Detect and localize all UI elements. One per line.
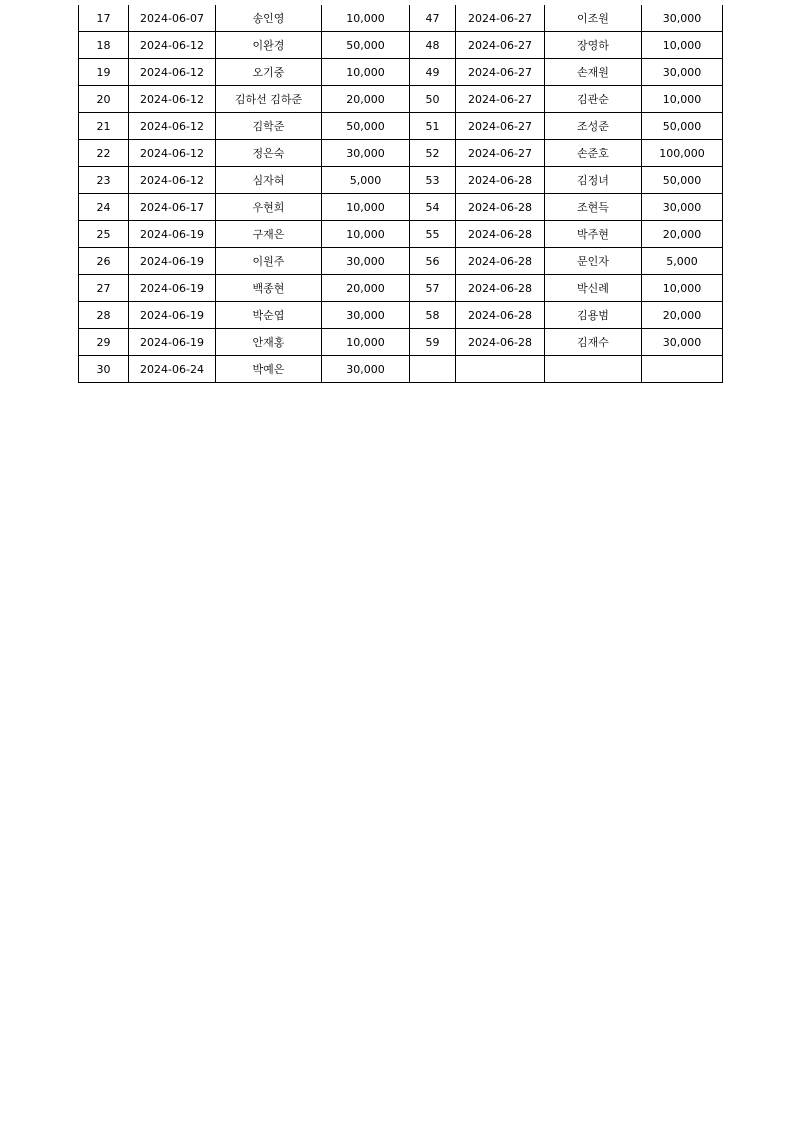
- amount-cell: 10,000: [642, 275, 723, 302]
- date-cell: 2024-06-27: [456, 113, 545, 140]
- date-cell: 2024-06-12: [129, 140, 216, 167]
- table-row: [79, 221, 723, 248]
- donor-name-cell: [545, 356, 642, 383]
- amount-cell: 10,000: [322, 329, 410, 356]
- date-cell: 2024-06-12: [129, 59, 216, 86]
- amount-cell: 30,000: [322, 140, 410, 167]
- amount-cell: 20,000: [322, 86, 410, 113]
- donor-name-cell: 이원주: [216, 248, 322, 275]
- date-cell: 2024-06-07: [129, 5, 216, 32]
- donor-name-cell: 심자혀: [216, 167, 322, 194]
- row-number-cell: 28: [79, 302, 129, 329]
- date-cell: 2024-06-24: [129, 356, 216, 383]
- date-cell: 2024-06-12: [129, 86, 216, 113]
- date-cell: 2024-06-27: [456, 5, 545, 32]
- table-row: [79, 86, 723, 113]
- donor-name-cell: 김하선 김하준: [216, 86, 322, 113]
- amount-cell: 20,000: [642, 302, 723, 329]
- table-row: [79, 5, 723, 32]
- row-number-cell: 20: [79, 86, 129, 113]
- date-cell: 2024-06-12: [129, 32, 216, 59]
- date-cell: 2024-06-12: [129, 113, 216, 140]
- date-cell: 2024-06-28: [456, 275, 545, 302]
- amount-cell: 10,000: [322, 59, 410, 86]
- date-cell: 2024-06-28: [456, 302, 545, 329]
- date-cell: 2024-06-19: [129, 248, 216, 275]
- row-number-cell: 55: [410, 221, 456, 248]
- row-number-cell: 47: [410, 5, 456, 32]
- row-number-cell: 30: [79, 356, 129, 383]
- donor-name-cell: 조성준: [545, 113, 642, 140]
- amount-cell: 30,000: [322, 302, 410, 329]
- row-number-cell: 26: [79, 248, 129, 275]
- table-row: [79, 59, 723, 86]
- row-number-cell: 53: [410, 167, 456, 194]
- donation-table: [78, 5, 723, 383]
- row-number-cell: 57: [410, 275, 456, 302]
- date-cell: 2024-06-28: [456, 167, 545, 194]
- amount-cell: 50,000: [642, 167, 723, 194]
- donor-name-cell: 백종현: [216, 275, 322, 302]
- donor-name-cell: 박예은: [216, 356, 322, 383]
- date-cell: 2024-06-28: [456, 194, 545, 221]
- amount-cell: 20,000: [322, 275, 410, 302]
- donor-name-cell: 정은숙: [216, 140, 322, 167]
- date-cell: 2024-06-27: [456, 140, 545, 167]
- row-number-cell: 18: [79, 32, 129, 59]
- amount-cell: 30,000: [642, 59, 723, 86]
- amount-cell: 10,000: [322, 221, 410, 248]
- row-number-cell: 51: [410, 113, 456, 140]
- table-row: [79, 32, 723, 59]
- donor-name-cell: 송인영: [216, 5, 322, 32]
- row-number-cell: 48: [410, 32, 456, 59]
- amount-cell: 20,000: [642, 221, 723, 248]
- donor-name-cell: 조현득: [545, 194, 642, 221]
- date-cell: 2024-06-19: [129, 275, 216, 302]
- amount-cell: 100,000: [642, 140, 723, 167]
- table-row: [79, 194, 723, 221]
- table-row: [79, 167, 723, 194]
- date-cell: 2024-06-27: [456, 86, 545, 113]
- table-row: [79, 113, 723, 140]
- row-number-cell: 24: [79, 194, 129, 221]
- donor-name-cell: 박주현: [545, 221, 642, 248]
- amount-cell: 30,000: [642, 329, 723, 356]
- amount-cell: 30,000: [642, 5, 723, 32]
- row-number-cell: 21: [79, 113, 129, 140]
- row-number-cell: 17: [79, 5, 129, 32]
- donor-name-cell: 안재홍: [216, 329, 322, 356]
- amount-cell: 5,000: [322, 167, 410, 194]
- donor-name-cell: 김관순: [545, 86, 642, 113]
- date-cell: 2024-06-28: [456, 248, 545, 275]
- date-cell: 2024-06-28: [456, 329, 545, 356]
- amount-cell: 50,000: [322, 113, 410, 140]
- donor-name-cell: 김재수: [545, 329, 642, 356]
- date-cell: 2024-06-12: [129, 167, 216, 194]
- amount-cell: 10,000: [642, 32, 723, 59]
- donor-name-cell: 박신례: [545, 275, 642, 302]
- row-number-cell: 49: [410, 59, 456, 86]
- amount-cell: 10,000: [322, 5, 410, 32]
- donor-name-cell: 우현희: [216, 194, 322, 221]
- amount-cell: 10,000: [322, 194, 410, 221]
- donor-name-cell: 장영하: [545, 32, 642, 59]
- donor-name-cell: 오기중: [216, 59, 322, 86]
- row-number-cell: 58: [410, 302, 456, 329]
- table-row: [79, 329, 723, 356]
- date-cell: 2024-06-19: [129, 221, 216, 248]
- amount-cell: [642, 356, 723, 383]
- amount-cell: 30,000: [322, 248, 410, 275]
- table-row: [79, 302, 723, 329]
- amount-cell: 50,000: [322, 32, 410, 59]
- table-row: [79, 275, 723, 302]
- amount-cell: 30,000: [642, 194, 723, 221]
- row-number-cell: 59: [410, 329, 456, 356]
- date-cell: 2024-06-27: [456, 32, 545, 59]
- row-number-cell: 25: [79, 221, 129, 248]
- row-number-cell: 54: [410, 194, 456, 221]
- donor-name-cell: 김정녀: [545, 167, 642, 194]
- donor-name-cell: 문인자: [545, 248, 642, 275]
- row-number-cell: 22: [79, 140, 129, 167]
- amount-cell: 10,000: [642, 86, 723, 113]
- donor-name-cell: 김용범: [545, 302, 642, 329]
- row-number-cell: 52: [410, 140, 456, 167]
- table-row: [79, 356, 723, 383]
- donor-name-cell: 이조원: [545, 5, 642, 32]
- amount-cell: 5,000: [642, 248, 723, 275]
- date-cell: 2024-06-27: [456, 59, 545, 86]
- date-cell: 2024-06-17: [129, 194, 216, 221]
- date-cell: 2024-06-19: [129, 329, 216, 356]
- date-cell: [456, 356, 545, 383]
- donor-name-cell: 박순엽: [216, 302, 322, 329]
- row-number-cell: 19: [79, 59, 129, 86]
- donor-name-cell: 손재원: [545, 59, 642, 86]
- table-body: [79, 5, 723, 383]
- amount-cell: 30,000: [322, 356, 410, 383]
- amount-cell: 50,000: [642, 113, 723, 140]
- table-row: [79, 248, 723, 275]
- row-number-cell: 50: [410, 86, 456, 113]
- date-cell: 2024-06-19: [129, 302, 216, 329]
- row-number-cell: 27: [79, 275, 129, 302]
- row-number-cell: 56: [410, 248, 456, 275]
- date-cell: 2024-06-28: [456, 221, 545, 248]
- row-number-cell: [410, 356, 456, 383]
- donor-name-cell: 손준호: [545, 140, 642, 167]
- donor-name-cell: 구재은: [216, 221, 322, 248]
- donor-name-cell: 김학준: [216, 113, 322, 140]
- row-number-cell: 23: [79, 167, 129, 194]
- donor-name-cell: 이완경: [216, 32, 322, 59]
- row-number-cell: 29: [79, 329, 129, 356]
- table-row: [79, 140, 723, 167]
